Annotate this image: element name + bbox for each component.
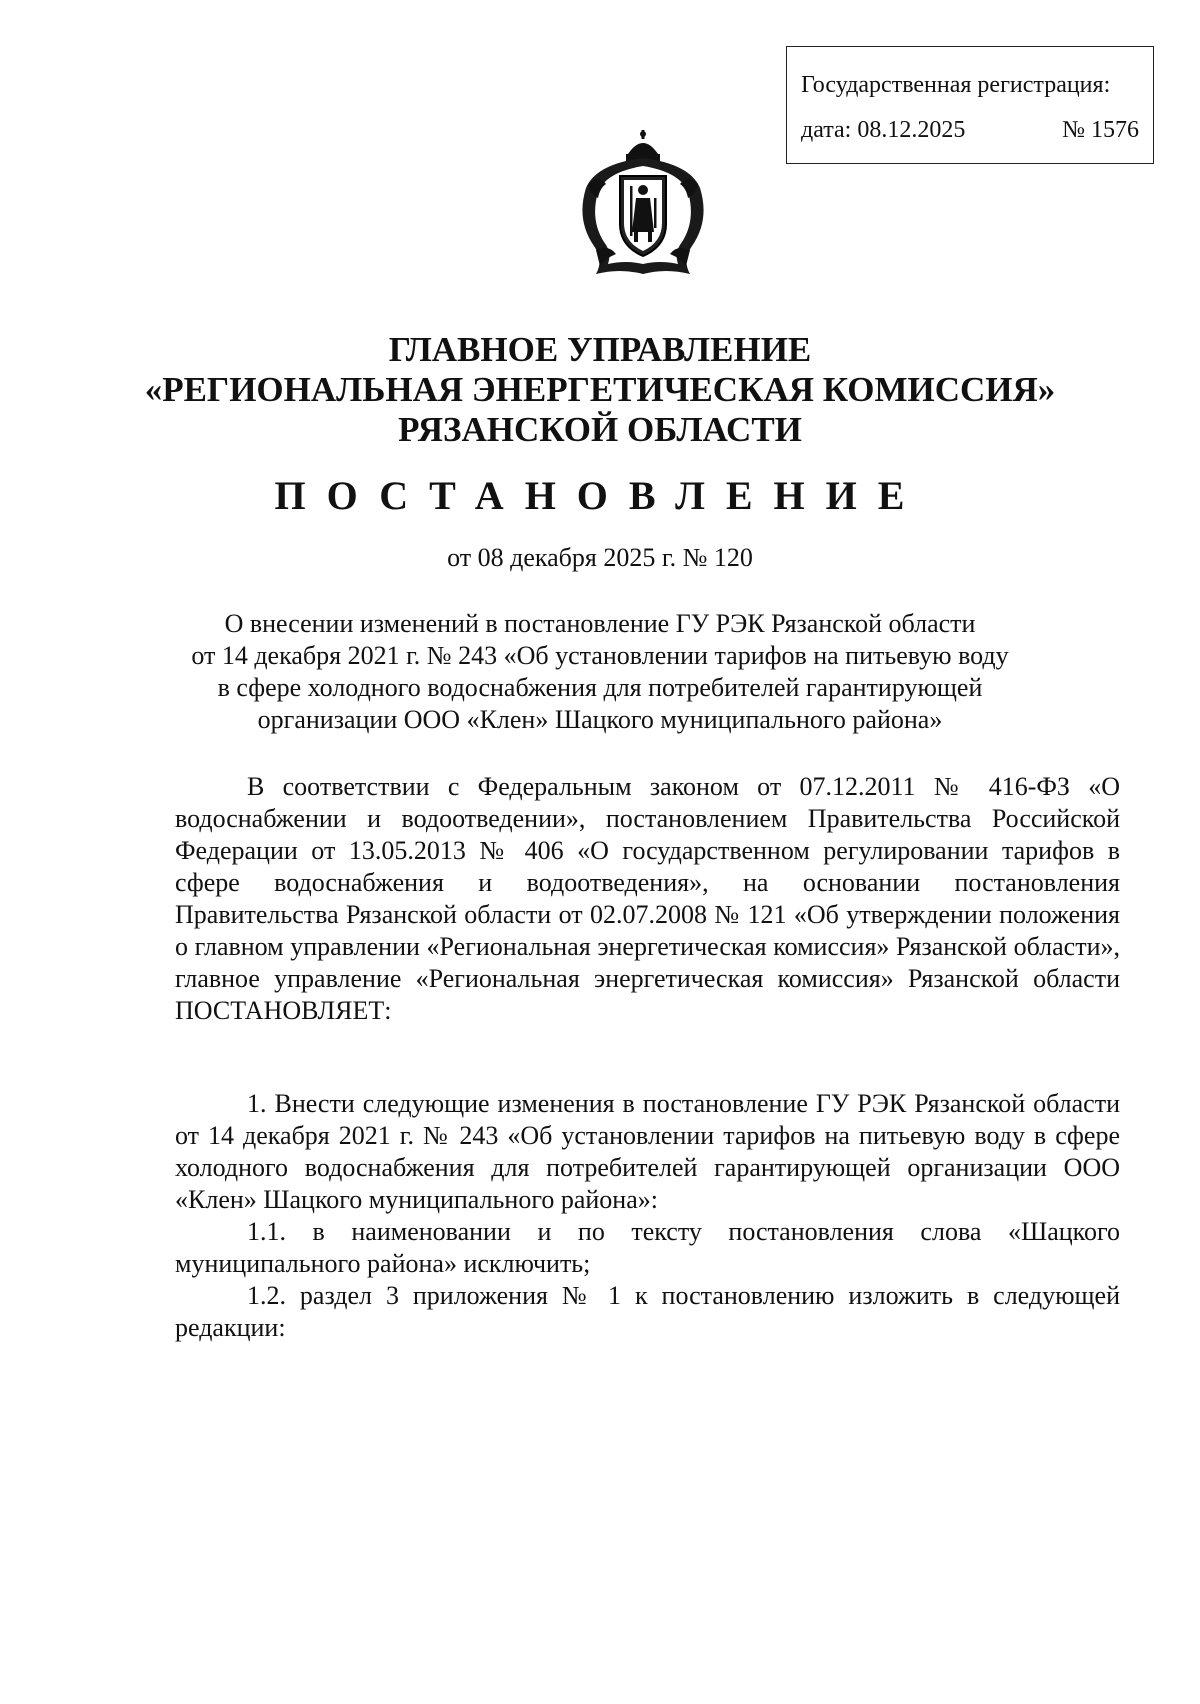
registration-date: дата: 08.12.2025 — [801, 117, 966, 143]
subject-line2: от 14 декабря 2021 г. № 243 «Об установлении тарифов на питьевую воду — [191, 641, 1009, 670]
subject-line1: О внесении изменений в постановление ГУ РЭК Рязанской области — [224, 609, 976, 638]
preamble-text: В соответствии с Федеральным законом от 07.12.2011 № 416-ФЗ «О водоснабжении и водоотведении», постановлением Правительства Российской Федерации от 13.05.2013 № 406 «О государственном регулировании тарифов в сфере водоснабжения и водоотведения», на основании постановления Правительства Рязанской области от 02.07.2008 № 121 «Об утверждении положения о главном управлении «Региональная энергетическая комиссия» Рязанской области», главное управление «Региональная энергетическая комиссия» Рязанской области ПОСТАНОВЛЯЕТ: — [175, 772, 1120, 1025]
authority-title-line1: ГЛАВНОЕ УПРАВЛЕНИЕ — [388, 330, 812, 369]
authority-title-line2: «РЕГИОНАЛЬНАЯ ЭНЕРГЕТИЧЕСКАЯ КОМИССИЯ» — [144, 370, 1056, 409]
registration-row — [801, 108, 1139, 153]
subject-line3: в сфере холодного водоснабжения для потребителей гарантирующей — [217, 673, 983, 702]
decree-items — [175, 1088, 1120, 1344]
preamble-paragraph — [175, 771, 1120, 1027]
decree-subject — [160, 608, 1040, 736]
ryazan-coat-of-arms-icon — [568, 128, 718, 278]
authority-title-line3: РЯЗАНСКОЙ ОБЛАСТИ — [398, 410, 802, 449]
registration-stamp — [786, 46, 1154, 164]
decree-date-number: от 08 декабря 2025 г. № 120 — [447, 543, 753, 572]
registration-heading: Государственная регистрация: — [801, 72, 1111, 98]
registration-number: № 1576 — [1062, 117, 1139, 143]
decree-item-1: 1. Внести следующие изменения в постановление ГУ РЭК Рязанской области от 14 декабря 2021 г. № 243 «Об установлении тарифов на питьевую воду в сфере холодного водоснабжения для потребителей гарантирующей организации ООО «Клен» Шацкого муниципального района»: — [175, 1089, 1120, 1214]
subject-line4: организации ООО «Клен» Шацкого муниципального района» — [257, 705, 943, 734]
authority-title — [100, 330, 1100, 450]
decree-item-1-2: 1.2. раздел 3 приложения № 1 к постановлению изложить в следующей редакции: — [175, 1281, 1120, 1342]
decree-item-1-1: 1.1. в наименовании и по тексту постановления слова «Шацкого муниципального района» исключить; — [175, 1217, 1120, 1278]
document-type: ПОСТАНОВЛЕНИЕ — [274, 473, 926, 518]
